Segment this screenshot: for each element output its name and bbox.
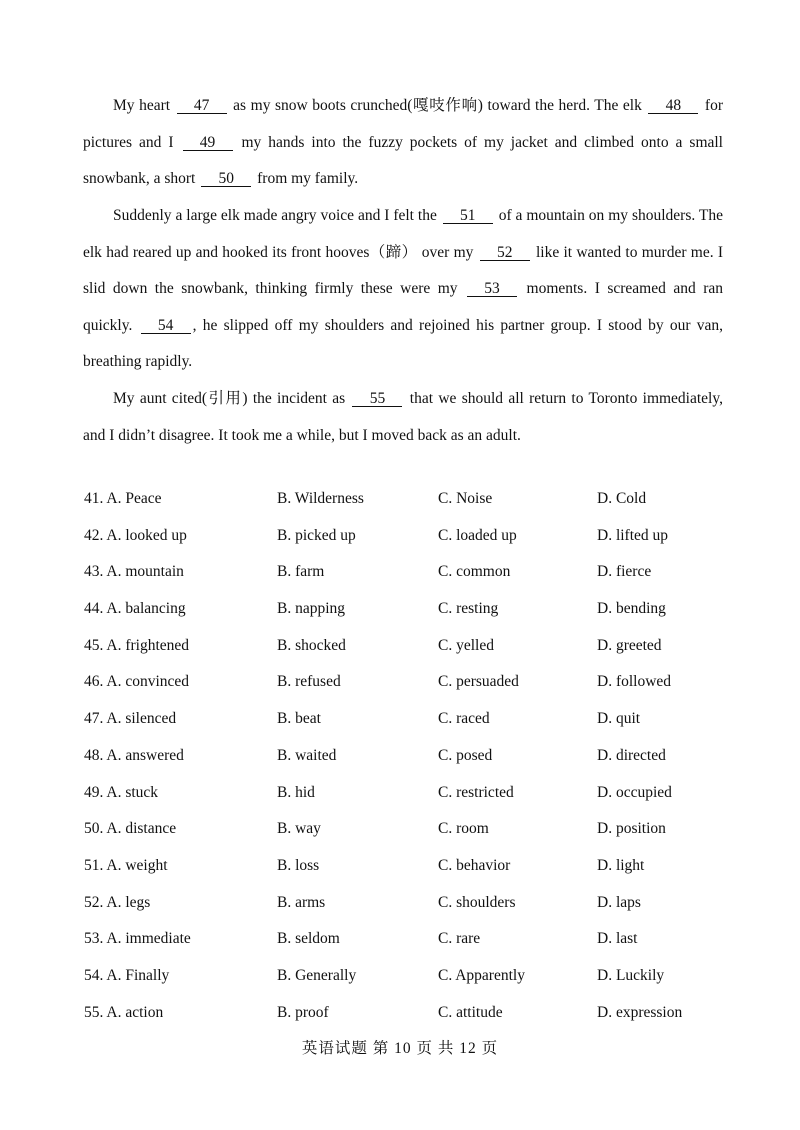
option-b: B. seldom	[277, 930, 340, 948]
option-a: 48. A. answered	[84, 746, 184, 764]
blank-52: 52	[480, 245, 530, 261]
option-row-41	[84, 490, 724, 527]
option-c: C. room	[438, 820, 489, 838]
option-a: 51. A. weight	[84, 856, 168, 874]
option-d: D. position	[597, 820, 666, 838]
option-c: C. common	[438, 563, 511, 581]
option-c: C. Apparently	[438, 966, 525, 984]
answer-options	[84, 490, 724, 1040]
blank-53: 53	[467, 281, 517, 297]
option-a: 45. A. frightened	[84, 636, 190, 654]
option-b: B. Wilderness	[277, 490, 364, 507]
option-row-48	[84, 747, 724, 784]
option-b: B. waited	[277, 746, 337, 764]
blank-49: 49	[183, 135, 233, 151]
option-c: C. restricted	[438, 783, 514, 801]
option-d: D. greeted	[597, 636, 662, 654]
option-d: D. bending	[597, 600, 666, 618]
option-row-47	[84, 710, 724, 747]
option-a: 46. A. convinced	[84, 673, 190, 691]
option-a: 52. A. legs	[84, 893, 151, 911]
option-d: D. followed	[597, 673, 672, 691]
blank-54: 54	[141, 318, 191, 334]
option-d: D. Cold	[597, 490, 647, 507]
option-d: D. laps	[597, 893, 641, 911]
option-row-45	[84, 637, 724, 674]
option-d: D. directed	[597, 746, 666, 764]
option-c: C. rare	[438, 930, 481, 948]
option-c: C. shoulders	[438, 893, 516, 911]
option-d: D. expression	[597, 1003, 683, 1021]
option-d: D. last	[597, 930, 638, 948]
option-c: C. attitude	[438, 1003, 503, 1021]
option-a: 55. A. action	[84, 1003, 164, 1021]
option-b: B. shocked	[277, 636, 346, 654]
option-b: B. loss	[277, 856, 320, 874]
passage-paragraph-2: Suddenly a large elk made angry voice and I felt the 51 of a mountain on my shoulders. The elk had reared up and hooked its front hooves（蹄） over my 52 like it wanted to murder me. I slid down the snowbank, thinking firmly these were my 53 moments. I screamed and ran quickly. 54 , he slipped off my shoulders and rejoined his partner group. I stood by our van, breathing rapidly.	[83, 207, 724, 370]
option-row-53	[84, 930, 724, 967]
option-c: C. raced	[438, 710, 490, 728]
option-b: B. way	[277, 820, 321, 838]
option-row-46	[84, 673, 724, 710]
option-row-54	[84, 967, 724, 1004]
option-row-50	[84, 820, 724, 857]
option-a: 47. A. silenced	[84, 710, 177, 728]
option-row-43	[84, 563, 724, 600]
option-b: B. napping	[277, 600, 346, 618]
option-a: 41. A. Peace	[84, 490, 162, 507]
option-a: 53. A. immediate	[84, 930, 191, 948]
option-d: D. lifted up	[597, 526, 669, 544]
option-a: 44. A. balancing	[84, 600, 186, 618]
option-b: B. Generally	[277, 966, 357, 984]
option-b: B. hid	[277, 783, 315, 801]
option-d: D. Luckily	[597, 966, 665, 984]
passage-paragraph-3: My aunt cited(引用) the incident as 55 that we should all return to Toronto immediately, and I didn’t disagree. It took me a while, but I moved back as an adult.	[83, 390, 723, 444]
option-row-42	[84, 527, 724, 564]
option-row-49	[84, 784, 724, 821]
option-row-55	[84, 1004, 724, 1041]
option-b: B. proof	[277, 1003, 329, 1021]
option-b: B. arms	[277, 893, 326, 911]
blank-47: 47	[177, 98, 227, 114]
option-c: C. resting	[438, 600, 499, 618]
option-c: C. Noise	[438, 490, 493, 507]
option-c: C. yelled	[438, 636, 494, 654]
page-footer: 英语试题 第 10 页 共 12 页	[301, 1040, 499, 1057]
option-a: 54. A. Finally	[84, 966, 170, 984]
blank-50: 50	[201, 171, 251, 187]
option-a: 43. A. mountain	[84, 563, 184, 581]
option-d: D. occupied	[597, 783, 672, 801]
blank-51: 51	[443, 208, 493, 224]
option-c: C. posed	[438, 746, 493, 764]
option-d: D. light	[597, 856, 645, 874]
option-a: 50. A. distance	[84, 820, 177, 838]
option-c: C. persuaded	[438, 673, 519, 691]
option-b: B. beat	[277, 710, 321, 728]
option-row-44	[84, 600, 724, 637]
passage-paragraph-1: My heart 47 as my snow boots crunched(嘎吱作响) toward the herd. The elk 48 for pictures and I 49 my hands into the fuzzy pockets of my jacket and climbed onto a small snowbank, a short 50 from my family.	[83, 97, 723, 187]
blank-48: 48	[648, 98, 698, 114]
option-b: B. farm	[277, 563, 325, 581]
option-d: D. quit	[597, 710, 641, 728]
option-a: 49. A. stuck	[84, 783, 159, 801]
option-c: C. behavior	[438, 856, 511, 874]
option-d: D. fierce	[597, 563, 652, 581]
option-c: C. loaded up	[438, 526, 517, 544]
option-row-51	[84, 857, 724, 894]
option-a: 42. A. looked up	[84, 526, 187, 544]
option-row-52	[84, 894, 724, 931]
blank-55: 55	[352, 391, 402, 407]
option-b: B. picked up	[277, 526, 356, 544]
option-b: B. refused	[277, 673, 341, 691]
